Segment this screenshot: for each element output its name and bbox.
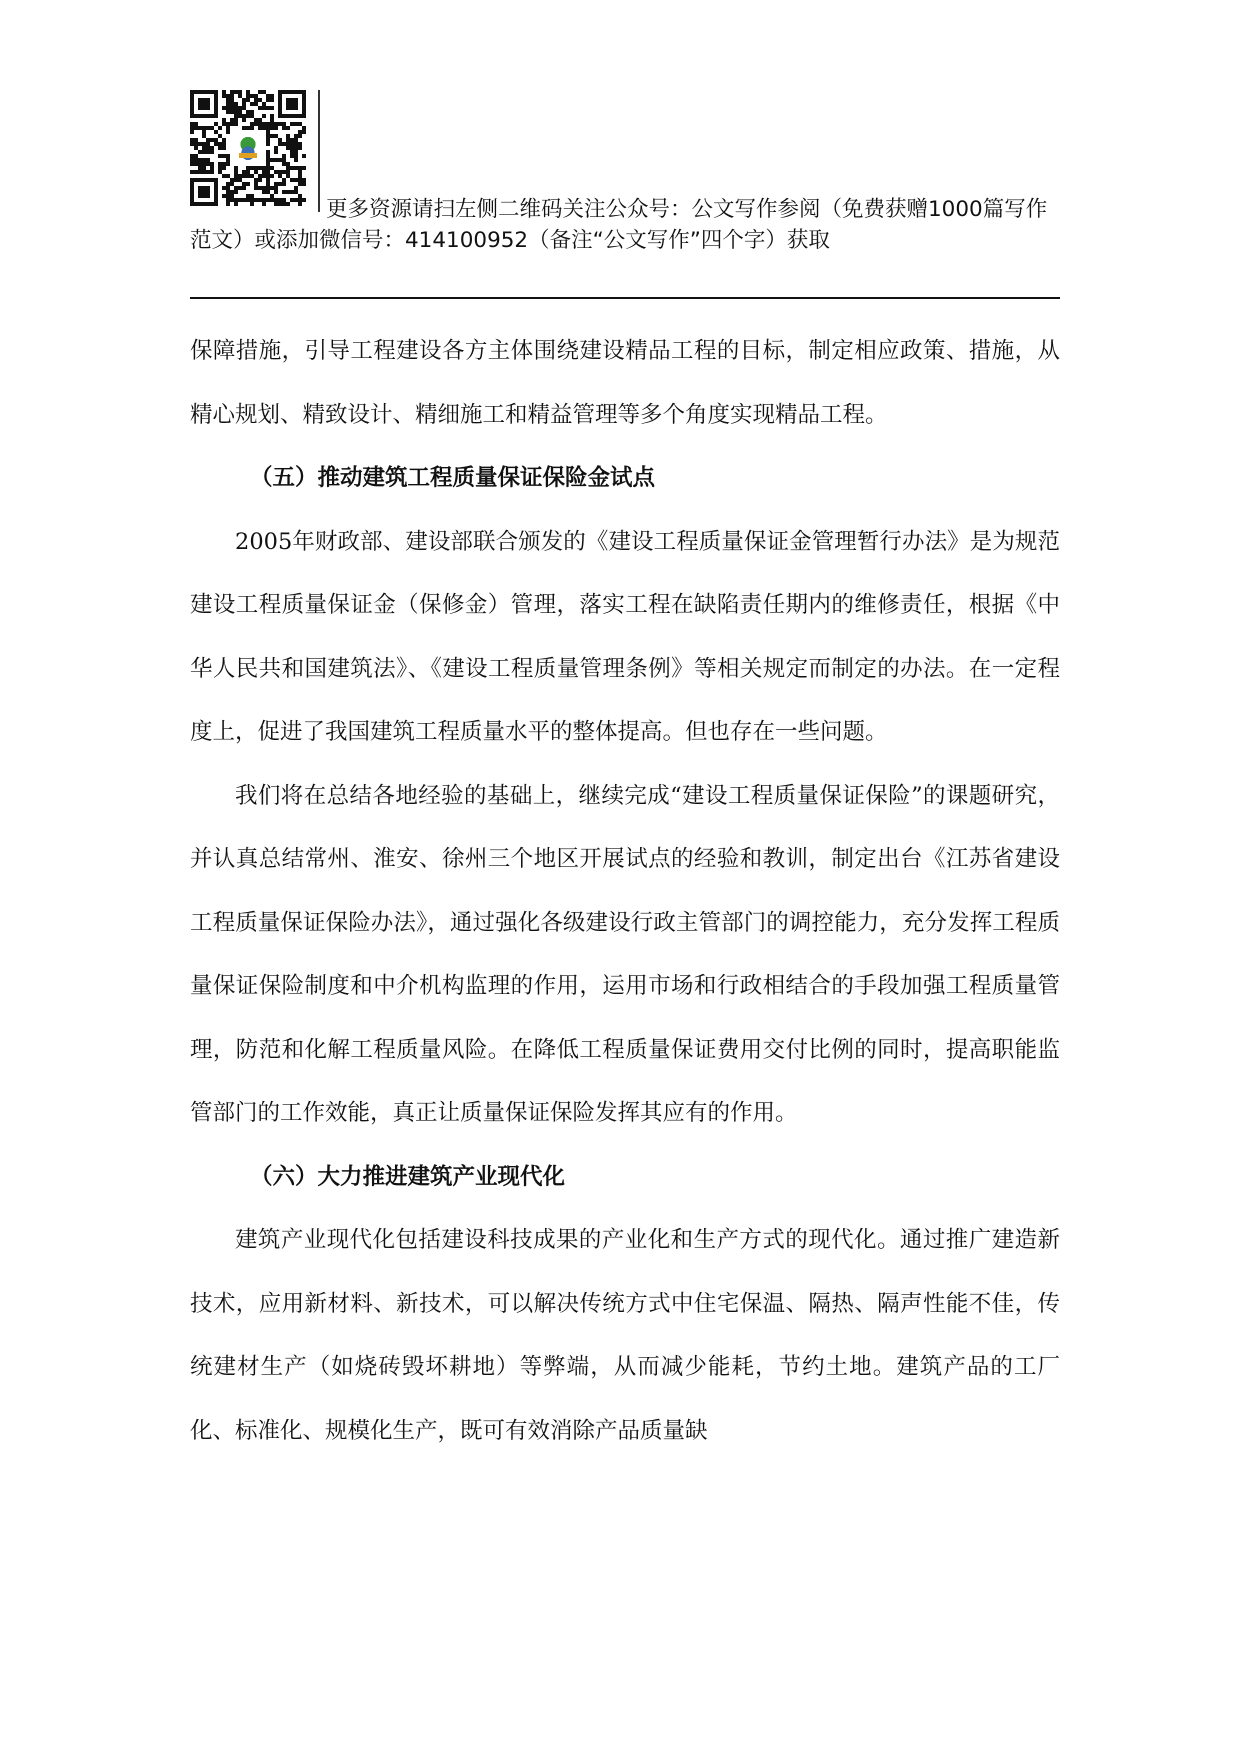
document-body: [190, 320, 1060, 1463]
paragraph-3: 我们将在总结各地经验的基础上，继续完成“建设工程质量保证保险”的课题研究，并认真总结常州、淮安、徐州三个地区开展试点的经验和教训，制定出台《江苏省建设工程质量保证保险办法》，通过强化各级建设行政主管部门的调控能力，充分发挥工程质量保证保险制度和中介机构监理的作用，运用市场和行政相结合的手段加强工程质量管理，防范和化解工程质量风险。在降低工程质量保证费用交付比例的同时，提高职能监管部门的工作效能，真正让质量保证保险发挥其应有的作用。: [190, 782, 1060, 1126]
paragraph-1: 保障措施，引导工程建设各方主体围绕建设精品工程的目标，制定相应政策、措施，从精心规划、精致设计、精细施工和精益管理等多个角度实现精品工程。: [190, 338, 1060, 428]
header-notice: 更多资源请扫左侧二维码关注公众号：公文写作参阅（免费获赠1000篇写作范文）或添加微信号：414100952（备注“公文写作”四个字）获取: [190, 197, 1048, 253]
section-heading-5: （五）推动建筑工程质量保证保险金试点: [250, 465, 656, 491]
header-rule: [190, 297, 1060, 299]
paragraph-2: 2005年财政部、建设部联合颁发的《建设工程质量保证金管理暂行办法》是为规范建设工程质量保证金（保修金）管理，落实工程在缺陷责任期内的维修责任，根据《中华人民共和国建筑法》、《建设工程质量管理条例》等相关规定而制定的办法。在一定程度上，促进了我国建筑工程质量水平的整体提高。但也存在一些问题。: [190, 528, 1060, 745]
section-heading-6: （六）大力推进建筑产业现代化: [250, 1163, 566, 1190]
paragraph-4: 建筑产业现代化包括建设科技成果的产业化和生产方式的现代化。通过推广建造新技术，应用新材料、新技术，可以解决传统方式中住宅保温、隔热、隔声性能不佳，传统建材生产（如烧砖毁坏耕地）等弊端，从而减少能耗，节约土地。建筑产品的工厂化、标准化、规模化生产，既可有效消除产品质量缺: [190, 1227, 1060, 1444]
qr-code-icon: [190, 90, 306, 206]
